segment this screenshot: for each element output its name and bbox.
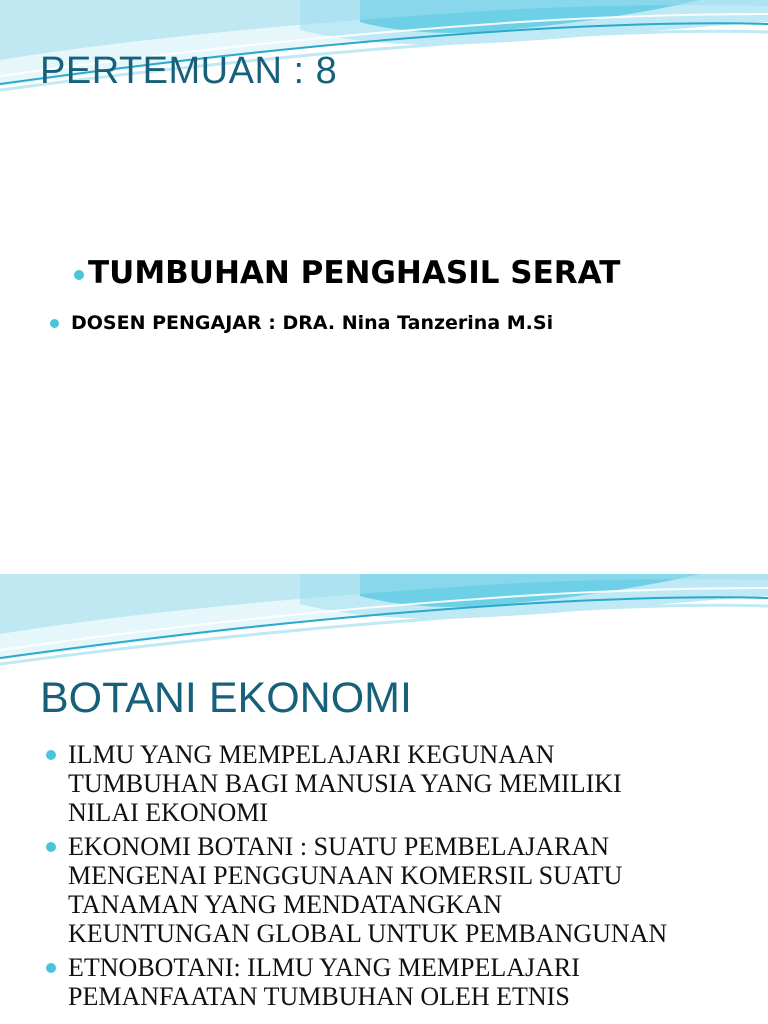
- slide-title: BOTANI EKONOMI: [40, 674, 412, 722]
- bullet-text: DOSEN PENGAJAR : DRA. Nina Tanzerina M.Si: [71, 312, 554, 334]
- bullet-dot-icon: [50, 319, 59, 328]
- list-item: [46, 832, 746, 948]
- slide-2: [0, 574, 768, 1024]
- bullet-dot-icon: [46, 750, 56, 760]
- list-item: [74, 255, 620, 291]
- bullet-dot-icon: [74, 270, 84, 280]
- bullet-text: EKONOMI BOTANI : SUATU PEMBELAJARAN MENGENAI PENGGUNAAN KOMERSIL SUATU TANAMAN YANG MENDATANGKAN KEUNTUNGAN GLOBAL UNTUK PEMBANGUNAN: [68, 832, 668, 948]
- slide-separator: [0, 562, 768, 574]
- bullet-text: ETNOBOTANI: ILMU YANG MEMPELAJARI PEMANFAATAN TUMBUHAN OLEH ETNIS: [68, 953, 580, 1011]
- bullet-list: [46, 740, 746, 1016]
- bullet-text: ILMU YANG MEMPELAJARI KEGUNAAN TUMBUHAN BAGI MANUSIA YANG MEMILIKI NILAI EKONOMI: [68, 740, 622, 827]
- list-item: [46, 740, 746, 827]
- list-item: [46, 953, 746, 1011]
- list-item: [50, 312, 553, 334]
- bullet-dot-icon: [46, 842, 56, 852]
- wave-decoration: [0, 574, 768, 684]
- slide-title: PERTEMUAN : 8: [40, 50, 338, 92]
- bullet-text: TUMBUHAN PENGHASIL SERAT: [88, 255, 621, 291]
- bullet-dot-icon: [46, 963, 56, 973]
